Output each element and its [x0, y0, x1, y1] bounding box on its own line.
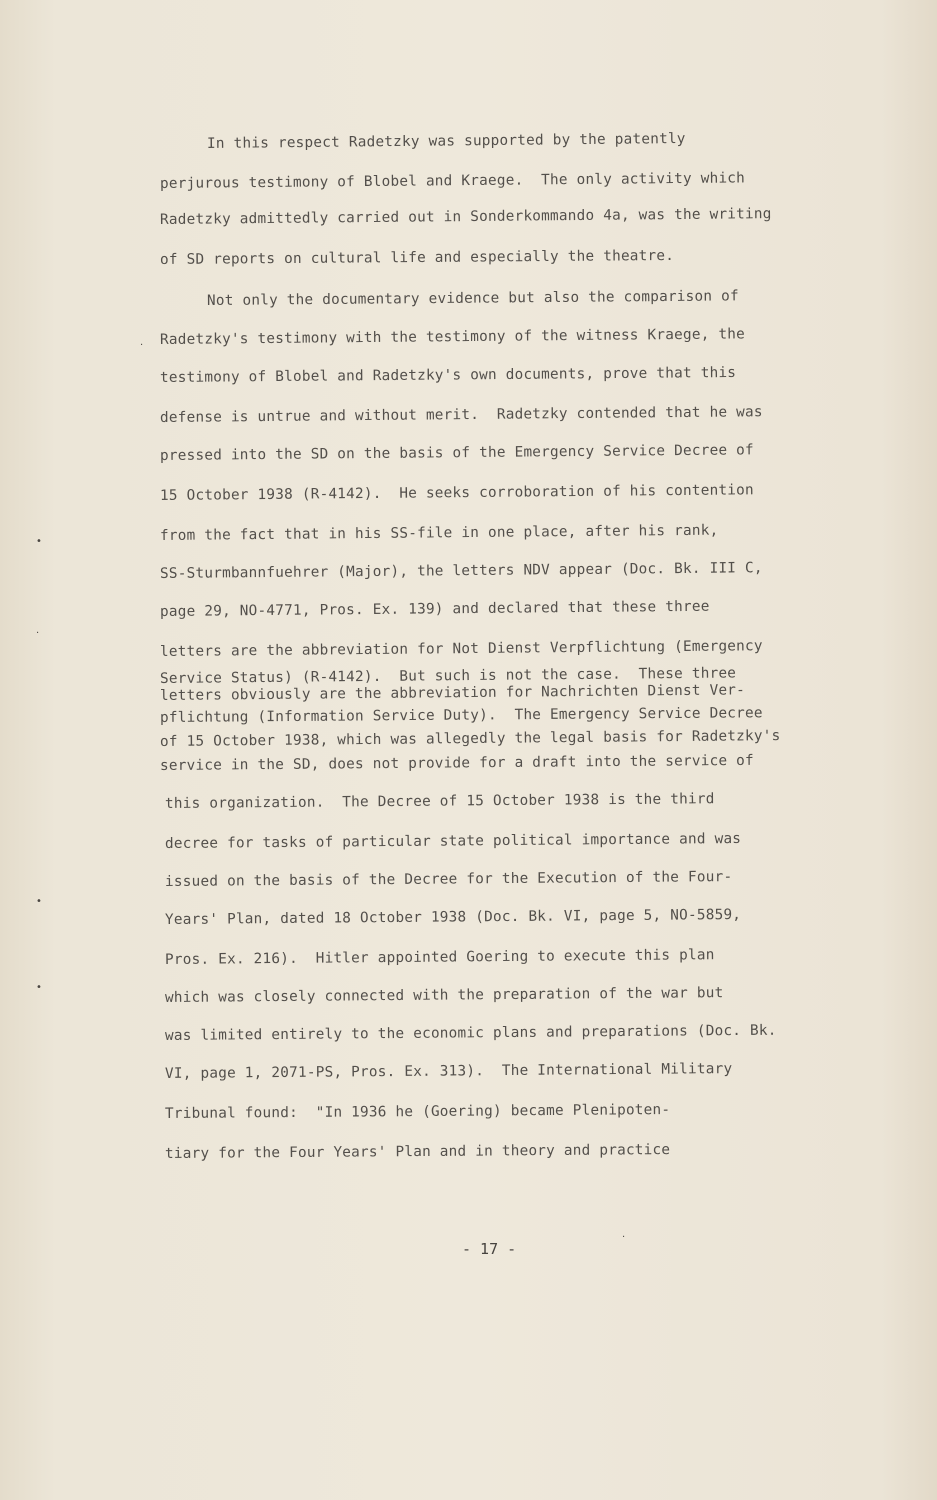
- text-line: from the fact that in his SS-file in one place, after his rank,: [159, 522, 719, 544]
- text-line: Service Status) (R-4142). But such is not the case. These three: [159, 665, 737, 687]
- text-line: which was closely connected with the preparation of the war but: [164, 985, 724, 1006]
- text-line: pflichtung (Information Service Duty). The Emergency Service Decree: [159, 705, 763, 726]
- text-line: letters are the abbreviation for Not Dienst Verpflichtung (Emergency: [159, 638, 763, 660]
- text-line: page 29, NO-4771, Pros. Ex. 139) and declared that these three: [159, 598, 710, 620]
- text-line: defense is untrue and without merit. Radetzky contended that he was: [159, 404, 763, 426]
- text-line: In this respect Radetzky was supported by the patently: [206, 130, 686, 152]
- margin-dot: •: [36, 536, 42, 547]
- text-line: tiary for the Four Years' Plan and in theory and practice: [164, 1142, 671, 1162]
- text-line: VI, page 1, 2071-PS, Pros. Ex. 313). The International Military: [164, 1061, 733, 1082]
- text-line: Pros. Ex. 216). Hitler appointed Goering to execute this plan: [164, 947, 715, 968]
- text-line: perjurous testimony of Blobel and Kraege. The only activity which: [159, 170, 746, 192]
- text-line: this organization. The Decree of 15 October 1938 is the third: [164, 791, 715, 812]
- text-line: issued on the basis of the Decree for the Execution of the Four-: [164, 869, 733, 890]
- text-line: decree for tasks of particular state political importance and was: [164, 830, 742, 852]
- margin-dot: ·: [622, 1232, 626, 1243]
- text-line: Tribunal found: "In 1936 he (Goering) became Plenipoten-: [164, 1102, 671, 1122]
- text-line: SS-Sturmbannfuehrer (Major), the letters NDV appear (Doc. Bk. III C,: [159, 560, 763, 582]
- text-line: Not only the documentary evidence but also the comparison of: [206, 288, 739, 309]
- page-number: - 17 -: [462, 1240, 517, 1258]
- text-line: letters obviously are the abbreviation for Nachrichten Dienst Ver-: [159, 682, 746, 704]
- margin-dot: •: [36, 982, 42, 993]
- text-line: testimony of Blobel and Radetzky's own documents, prove that this: [159, 364, 737, 386]
- text-line: of 15 October 1938, which was allegedly the legal basis for Radetzky's: [159, 728, 781, 750]
- text-line: was limited entirely to the economic plans and preparations (Doc. Bk.: [164, 1022, 777, 1044]
- text-line: Radetzky's testimony with the testimony of the witness Kraege, the: [159, 326, 746, 348]
- text-line: of SD reports on cultural life and especially the theatre.: [159, 247, 675, 268]
- text-line: 15 October 1938 (R-4142). He seeks corroboration of his contention: [159, 482, 754, 504]
- text-line: Radetzky admittedly carried out in Sonderkommando 4a, was the writing: [159, 206, 772, 228]
- text-line: pressed into the SD on the basis of the Emergency Service Decree of: [159, 442, 754, 464]
- margin-dot: ·: [36, 628, 40, 639]
- margin-dot: ·: [140, 340, 144, 351]
- margin-dot: •: [36, 896, 42, 907]
- text-line: Years' Plan, dated 18 October 1938 (Doc. Bk. VI, page 5, NO-5859,: [164, 906, 742, 928]
- text-line: service in the SD, does not provide for a draft into the service of: [159, 752, 754, 774]
